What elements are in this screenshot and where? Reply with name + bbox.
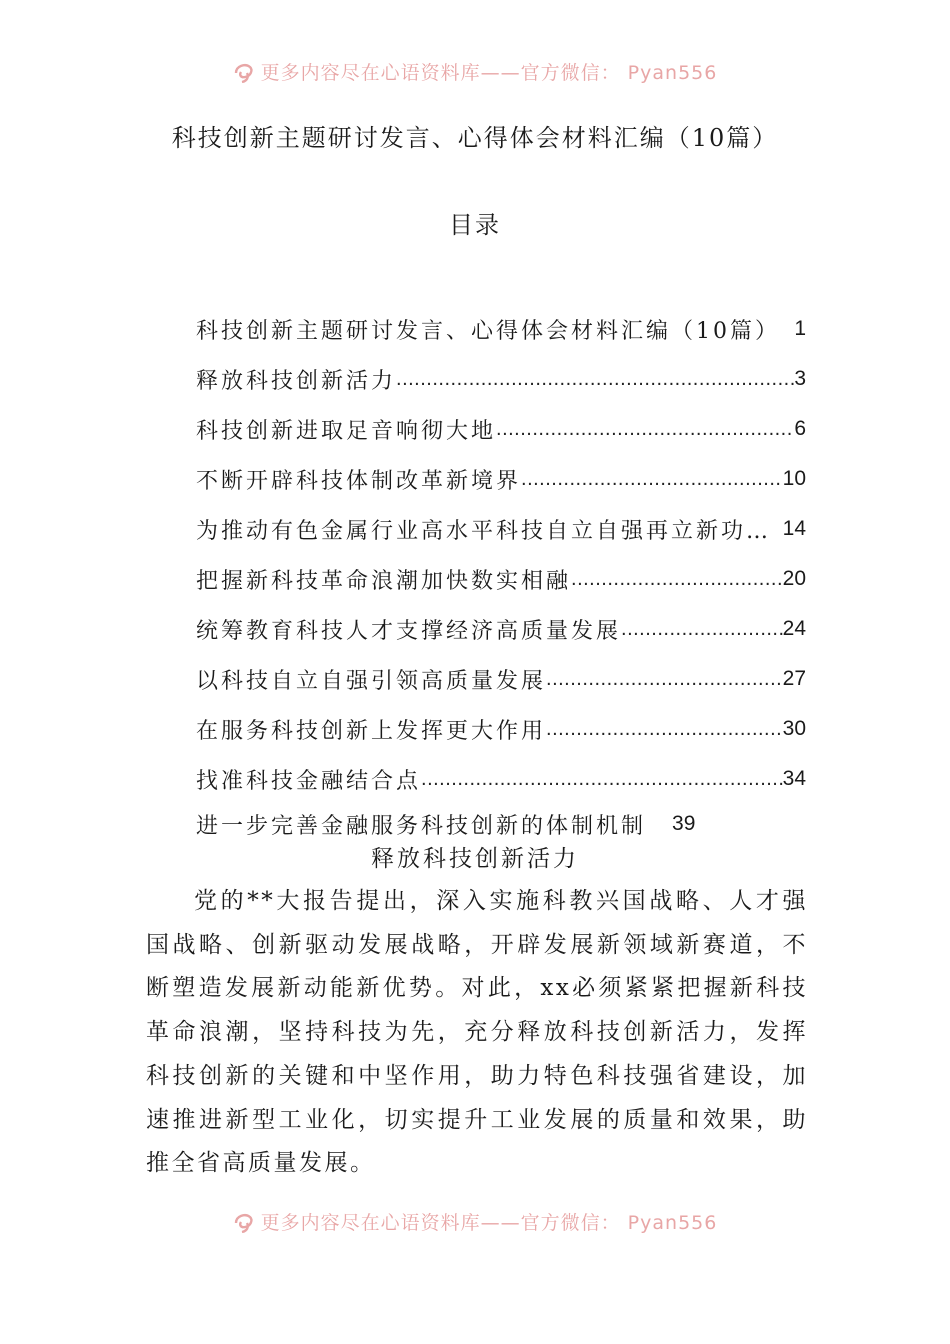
watermark-top [0, 58, 950, 85]
toc-entry[interactable] [196, 604, 806, 654]
toc-dot-leader [621, 618, 783, 641]
toc-entry[interactable] [196, 504, 806, 554]
toc-entry-text: 不断开辟科技体制改革新境界 [196, 468, 522, 494]
toc-entry-text: 为推动有色金属行业高水平科技自立自强再立新功… [196, 518, 772, 544]
toc-entry-text: 在服务科技创新上发挥更大作用 [196, 718, 547, 744]
toc-entry[interactable] [196, 704, 806, 754]
toc-entry-page: 30 [782, 717, 806, 740]
toc-dot-leader [571, 568, 783, 591]
toc-entry-page: 27 [782, 667, 806, 690]
toc-heading: 目录 [449, 211, 501, 239]
toc-entry[interactable] [196, 454, 806, 504]
toc-dot-leader [496, 418, 794, 441]
toc-dot-leader [521, 468, 783, 491]
toc-entry-page: 3 [794, 367, 806, 390]
toc-entry-text: 找准科技金融结合点 [196, 768, 422, 794]
toc-dot-leader [421, 768, 783, 791]
watermark-logo-icon [233, 61, 257, 83]
toc-dot-leader [396, 368, 794, 391]
toc-entry[interactable] [196, 554, 806, 604]
toc-entry-page: 20 [782, 567, 806, 590]
toc-entry-text: 统筹教育科技人才支撑经济高质量发展 [196, 618, 622, 644]
toc-entry-page: 39 [672, 812, 696, 835]
toc-entry-page: 14 [782, 517, 806, 540]
toc-entry[interactable] [196, 804, 806, 844]
toc-entry[interactable] [196, 754, 806, 804]
toc-entry-text: 以科技自立自强引领高质量发展 [196, 668, 547, 694]
toc-entry-page: 34 [782, 767, 806, 790]
toc-entry-text: 进一步完善金融服务科技创新的体制机制 [196, 813, 647, 839]
toc-entry[interactable] [196, 404, 806, 454]
toc-entry-page: 24 [782, 617, 806, 640]
document-title: 科技创新主题研讨发言、心得体会材料汇编（10篇） [171, 124, 779, 152]
table-of-contents [196, 304, 806, 844]
toc-dot-leader [546, 718, 783, 741]
toc-entry-page: 10 [782, 467, 806, 490]
watermark-logo-icon [233, 1211, 257, 1233]
watermark-text: 更多内容尽在心语资料库——官方微信： Pyan556 [260, 62, 718, 84]
watermark-bottom [0, 1208, 950, 1235]
toc-entry-text: 科技创新主题研讨发言、心得体会材料汇编（10篇） [196, 318, 780, 344]
toc-entry-page: 6 [794, 417, 806, 440]
toc-entry-text: 释放科技创新活力 [196, 368, 397, 394]
watermark-text: 更多内容尽在心语资料库——官方微信： Pyan556 [260, 1212, 718, 1234]
toc-entry-text: 把握新科技革命浪潮加快数实相融 [196, 568, 572, 594]
body-paragraph: 党的**大报告提出，深入实施科教兴国战略、人才强国战略、创新驱动发展战略，开辟发展新领域新赛道，不断塑造发展新动能新优势。对此，xx必须紧紧把握新科技革命浪潮，坚持科技为先，充分释放科技创新活力，发挥科技创新的关键和中坚作用，助力特色科技强省建设，加速推进新型工业化，切实提升工业发展的质量和效果，助推全省高质量发展。 [146, 888, 808, 1177]
toc-entry[interactable] [196, 654, 806, 704]
toc-entry-text: 科技创新进取足音响彻大地 [196, 418, 497, 444]
toc-entry[interactable] [196, 354, 806, 404]
toc-dot-leader [546, 668, 783, 691]
section-title: 释放科技创新活力 [371, 846, 579, 872]
toc-entry-page: 1 [794, 317, 806, 340]
toc-entry[interactable] [196, 304, 806, 354]
